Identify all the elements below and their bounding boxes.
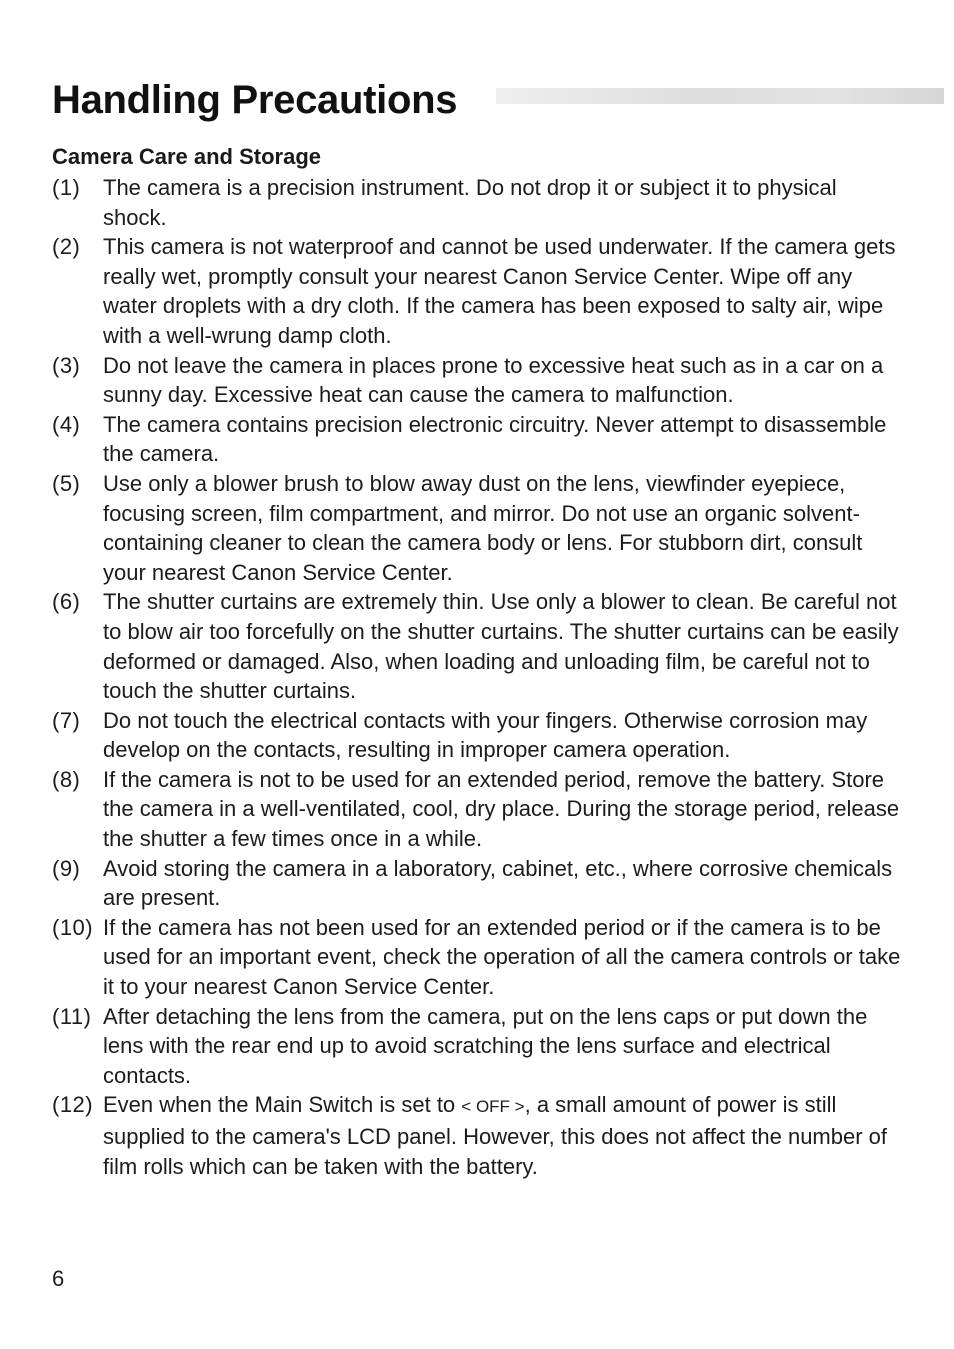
item-number: (9) [52,855,81,881]
list-item [52,232,902,350]
list-item [52,1090,902,1181]
item-number: (4) [52,411,81,437]
item-text: The camera is a precision instrument. Do not drop it or subject it to physical shock. [103,175,837,230]
item-text: Use only a blower brush to blow away dust on the lens, viewfinder eyepiece, focusing screen, film compartment, and mirror. Do not use an organic solvent-containing cleaner to clean the camera body or lens. For stubborn dirt, consult your nearest Canon Service Center. [103,470,863,585]
list-item [52,351,902,410]
list-item [52,913,902,1002]
item-number: (2) [52,234,81,260]
item-number: (7) [52,707,81,733]
section-heading: Camera Care and Storage [52,144,321,169]
item-number: (3) [52,352,81,378]
item-number: (1) [52,175,81,200]
list-item [52,854,902,913]
item-number: (10) [52,914,94,940]
list-item [52,173,902,232]
title-decorative-rule [496,88,944,104]
title-row [52,76,944,126]
item-text: The camera contains precision electronic circuitry. Never attempt to disassemble the camera. [103,411,887,467]
item-text: Do not leave the camera in places prone to excessive heat such as in a car on a sunny day. Excessive heat can cause the camera to malfunction. [103,352,884,408]
list-item [52,469,902,587]
page-number: 6 [52,1266,65,1291]
item-text: After detaching the lens from the camera, put on the lens caps or put down the lens with the rear end up to avoid scratching the lens surface and electrical contacts. [103,1003,868,1088]
item-text: This camera is not waterproof and cannot be used underwater. If the camera gets really wet, promptly consult your nearest Canon Service Center. Wipe off any water droplets with a dry cloth. If the camera has been exposed to salty air, wipe with a well-wrung damp cloth. [103,234,896,348]
precautions-list [52,173,902,1181]
list-item [52,587,902,705]
item-text: Avoid storing the camera in a laboratory, cabinet, etc., where corrosive chemicals are present. [103,855,893,911]
item-number: (5) [52,470,81,496]
list-item [52,765,902,854]
item-text [103,1090,902,1181]
off-switch-label: < OFF > [461,1097,525,1117]
item-number: (8) [52,766,81,792]
list-item [52,706,902,765]
item-number: (12) [52,1092,94,1118]
list-item [52,410,902,469]
item-text-part: Even when the Main Switch is set to [103,1092,462,1118]
list-item [52,1002,902,1091]
item-text: The shutter curtains are extremely thin. Use only a blower to clean. Be careful not to blow air too forcefully on the shutter curtains. The shutter curtains can be easily deformed or damaged. Also, when loading and unloading film, be careful not to touch the shutter curtains. [103,589,899,704]
page-title: Handling Precautions [52,78,458,122]
item-number: (6) [52,589,81,615]
item-text: If the camera has not been used for an extended period or if the camera is to be used for an important event, check the operation of all the camera controls or take it to your nearest Canon Service Center. [103,914,901,1000]
item-text: Do not touch the electrical contacts with your fingers. Otherwise corrosion may develop on the contacts, resulting in improper camera operation. [103,707,868,763]
item-text: If the camera is not to be used for an extended period, remove the battery. Store the camera in a well-ventilated, cool, dry place. During the storage period, release the shutter a few times once in a while. [103,766,900,852]
item-text-part: , a small amount of power is still supplied to the camera's LCD panel. However, this does not affect the number of film rolls which can be taken with the battery. [103,1092,888,1179]
item-number: (11) [52,1003,92,1029]
